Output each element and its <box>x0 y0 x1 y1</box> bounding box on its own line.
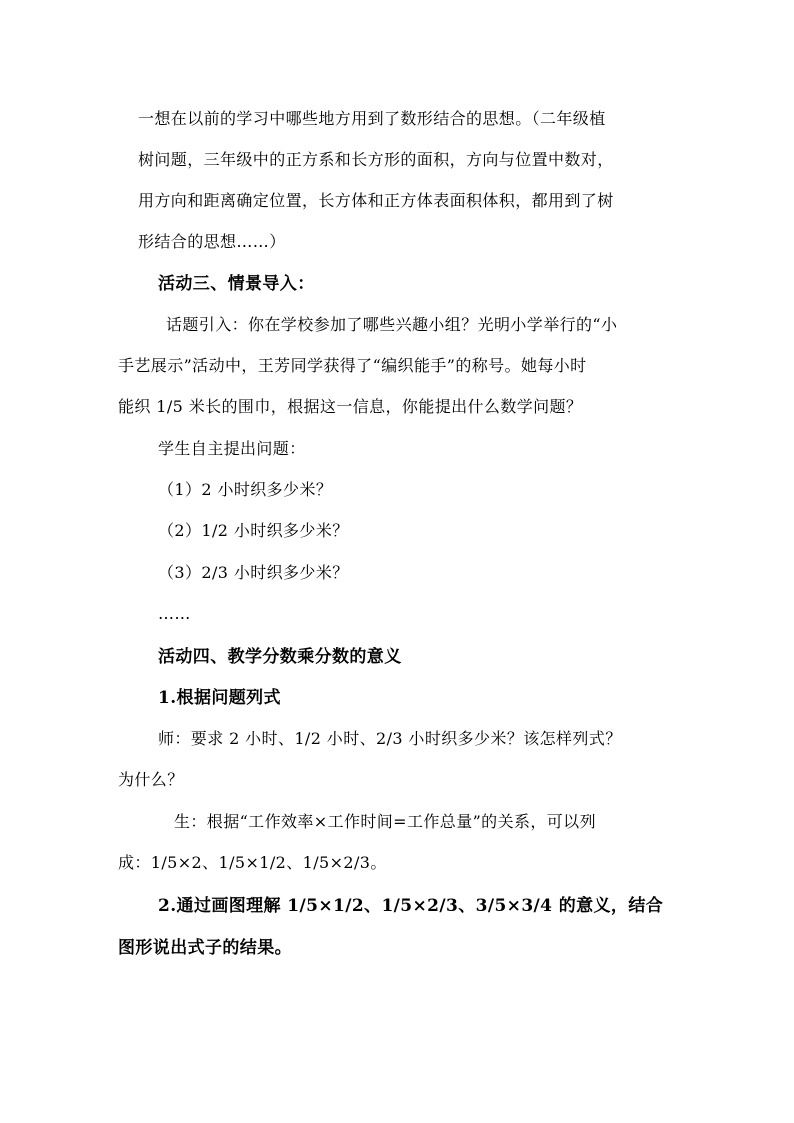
intro-line-4: 形结合的思想……） <box>138 232 286 251</box>
intro-line-1: 一想在以前的学习中哪些地方用到了数形结合的思想。（二年级植 <box>138 109 606 128</box>
intro-line-3: 用方向和距离确定位置，长方体和正方体表面积体积，都用到了树 <box>138 191 614 210</box>
question-3: （3）2/3 小时织多少米？ <box>158 563 349 582</box>
activity3-para-line-2: 手艺展示”活动中，王芳同学获得了“编织能手”的称号。她每小时 <box>118 356 587 375</box>
intro-line-2: 树问题，三年级中的正方系和长方形的面积，方向与位置中数对， <box>138 150 614 169</box>
activity3-para-line-1: 话题引入：你在学校参加了哪些兴趣小组？光明小学举行的“小 <box>166 315 618 334</box>
step1-heading: 1.根据问题列式 <box>158 688 281 708</box>
student-line-2: 成：1/5×2、1/5×1/2、1/5×2/3。 <box>118 853 387 872</box>
question-2: （2）1/2 小时织多少米？ <box>158 521 349 540</box>
question-1: （1）2 小时织多少米？ <box>158 480 333 499</box>
activity4-heading: 活动四、教学分数乘分数的意义 <box>158 647 402 667</box>
activity3-para-line-3: 能织 1/5 米长的围巾，根据这一信息，你能提出什么数学问题？ <box>118 397 583 416</box>
teacher-line-1: 师：要求 2 小时、1/2 小时、2/3 小时织多少米？该怎样列式？ <box>158 729 622 748</box>
step2-line-2: 图形说出式子的结果。 <box>118 938 292 958</box>
step2-line-1: 2.通过画图理解 1/5×1/2、1/5×2/3、3/5×3/4 的意义，结合 <box>158 896 664 916</box>
activity3-prompt: 学生自主提出问题： <box>158 439 306 458</box>
student-line-1: 生：根据“工作效率×工作时间=工作总量”的关系，可以列 <box>174 812 596 831</box>
activity3-ellipsis: …… <box>158 604 191 623</box>
activity3-heading: 活动三、情景导入： <box>158 274 315 294</box>
teacher-line-2: 为什么？ <box>118 770 184 789</box>
